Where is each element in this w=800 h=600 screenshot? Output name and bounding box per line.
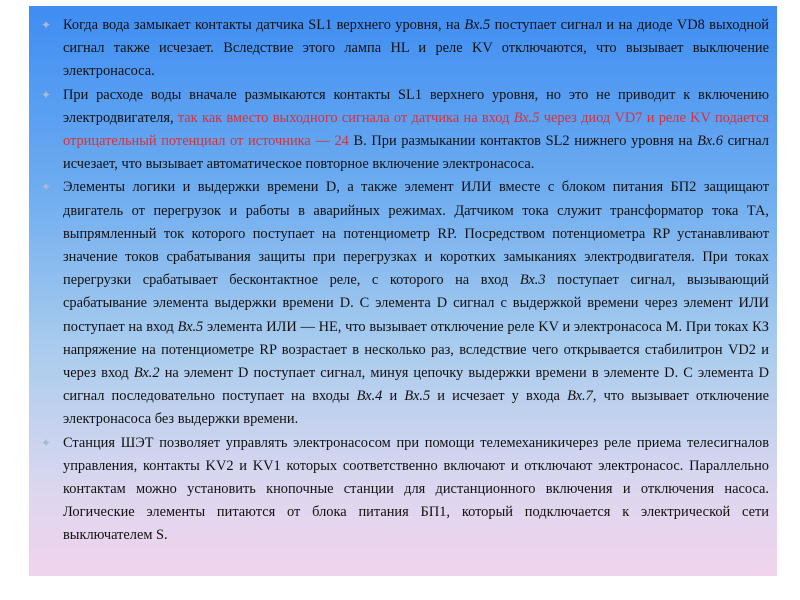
text-segment: и исчезает у входа xyxy=(430,388,568,405)
slide xyxy=(29,6,777,576)
text-segment: Вх.5 xyxy=(177,318,204,335)
text-segment: элемента ИЛИ — НЕ, что вызывает отключение реле KV и электронасоса М. При токах КЗ напряжение на потенциометре RP возрастает в несколько раз, вследствие чего открывается стабилитрон VD2 и через вход xyxy=(63,318,769,382)
text-segment: Станция ШЭТ позволяет управлять электронасосом при помощи телемеханикичерез реле приема телесигналов управления, контакты KV2 и KV1 которых соответственно включают и отключают электронасос. Параллельно контактам можно установить кнопочные станции для дистанционного включения и отключения насоса. Логические элементы питаются от блока питания БП1, который подключается к электрической сети выключателем S. xyxy=(63,434,769,544)
paragraph-3 xyxy=(37,176,769,431)
text-segment: и xyxy=(382,388,405,405)
text-segment: , что вызывает отключение электронасоса без выдержки времени. xyxy=(63,388,769,428)
highlighted-text: через диод VD7 и реле KV подается отрицательный потенциал от источника — 24 xyxy=(63,109,770,150)
text-segment: Вх.6 xyxy=(697,133,723,150)
highlighted-text: Вх.5 xyxy=(513,109,540,126)
highlighted-text: так как вместо выходного сигнала от датчика на вход xyxy=(177,109,514,126)
bullet-icon: ✦ xyxy=(41,18,52,32)
text-segment: Когда вода замыкает контакты датчика SL1 верхнего уровня, на xyxy=(63,17,465,33)
bullet-icon: ✦ xyxy=(41,180,52,195)
text-segment: Вх.4 xyxy=(356,388,383,405)
paragraph-4 xyxy=(37,432,769,548)
text-body xyxy=(37,14,769,548)
text-segment: Вх.5 xyxy=(464,17,491,33)
text-segment: поступает сигнал, вызывающий срабатывание элемента выдержки времени D. С элемента D сигнал с выдержкой времени через элемент ИЛИ поступает на вход xyxy=(63,272,769,335)
text-segment: При расходе воды вначале размыкаются контакты SL1 верхнего уровня, но это не приводит к включению электродвигателя, xyxy=(63,86,769,126)
text-segment: на элемент D поступает сигнал, минуя цепочку выдержки времени в элементе D. С элемента D сигнал последовательно поступает на входы xyxy=(63,365,770,405)
text-segment: Вх.7 xyxy=(567,388,593,405)
text-segment: Вх.3 xyxy=(519,272,546,289)
paragraph-1 xyxy=(37,14,769,84)
text-segment: В. При размыкании контактов SL2 нижнего уровня на xyxy=(353,133,698,150)
text-segment: сигнал исчезает, что вызывает автоматическое повторное включение электронасоса. xyxy=(63,133,769,173)
bullet-icon: ✦ xyxy=(41,87,52,102)
bullet-icon: ✦ xyxy=(41,435,52,450)
text-segment: Вх.5 xyxy=(404,388,431,405)
paragraph-2 xyxy=(37,84,769,177)
text-segment: поступает сигнал и на диоде VD8 выходной сигнал также исчезает. Вследствие этого лампа HL и реле KV отключаются, что вызывает выключение электронасоса. xyxy=(63,17,769,80)
text-segment: Элементы логики и выдержки времени D, а также элемент ИЛИ вместе с блоком питания БП2 защищают двигатель от перегрузок и работы в аварийных режимах. Датчиком тока служит трансформатор тока ТА, выпрямленный ток которого поступает на потенциометр RP. Посредством потенциометра RP устанавливают значение токов срабатывания защиты при перегрузках и коротких замыканиях электродвигателя. При токах перегрузки срабатывает бесконтактное реле, с которого на вход xyxy=(63,179,769,289)
text-segment: Вх.2 xyxy=(133,365,160,382)
